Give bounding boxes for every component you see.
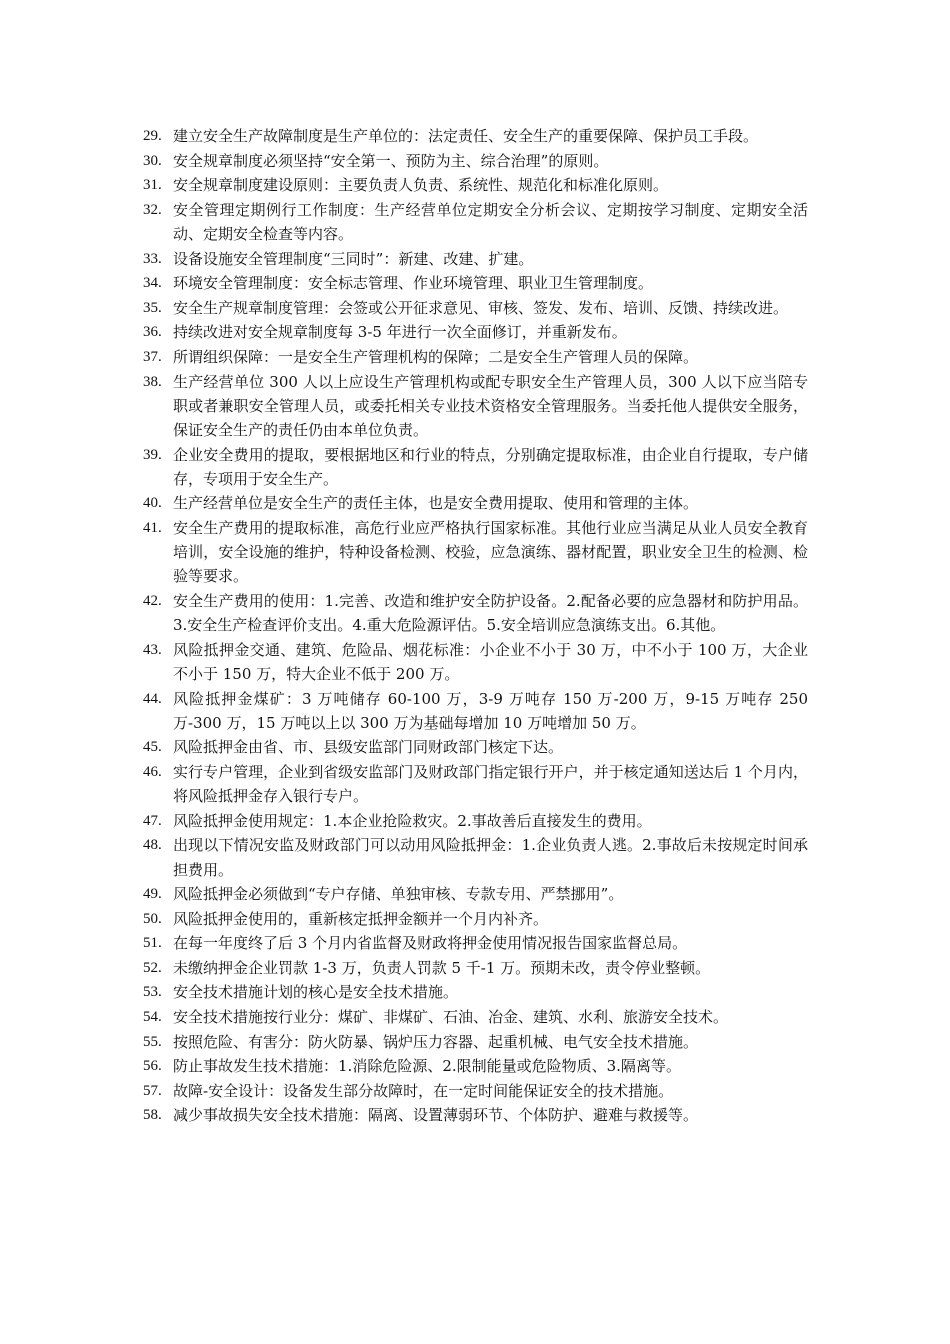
item-text: 风险抵押金使用的，重新核定抵押金额并一个月内补齐。	[173, 909, 549, 928]
item-text: 在每一年度终了后 3 个月内省监督及财政将押金使用情况报告国家监督总局。	[173, 934, 688, 953]
list-item	[143, 589, 808, 637]
item-number: 31.	[143, 177, 162, 194]
item-number: 34.	[143, 275, 162, 292]
item-text: 安全技术措施按行业分：煤矿、非煤矿、石油、冶金、建筑、水利、旅游安全技术。	[173, 1008, 729, 1027]
list-item	[143, 956, 808, 980]
item-text: 持续改进对安全规章制度每 3-5 年进行一次全面修订，并重新发布。	[173, 323, 627, 342]
list-item	[143, 296, 808, 320]
list-item	[143, 882, 808, 906]
item-text: 设备设施安全管理制度“三同时”：新建、改建、扩建。	[173, 249, 534, 268]
item-number: 47.	[143, 812, 162, 829]
list-item	[143, 370, 808, 443]
item-number: 45.	[143, 739, 162, 756]
item-text: 安全管理定期例行工作制度：生产经营单位定期安全分析会议、定期按学习制度、定期安全活动、定期安全检查等内容。	[173, 200, 808, 243]
item-number: 43.	[143, 641, 162, 658]
list-item	[143, 173, 808, 197]
list-item	[143, 735, 808, 759]
item-number: 49.	[143, 886, 162, 903]
item-number: 51.	[143, 935, 162, 952]
item-text: 企业安全费用的提取，要根据地区和行业的特点，分别确定提取标准，由企业自行提取，专户储存，专项用于安全生产。	[173, 445, 808, 488]
item-number: 40.	[143, 495, 162, 512]
item-number: 57.	[143, 1082, 162, 1099]
item-number: 29.	[143, 128, 162, 144]
item-text: 安全规章制度必须坚持“安全第一、预防为主、综合治理”的原则。	[173, 151, 609, 170]
item-number: 50.	[143, 910, 162, 927]
item-number: 48.	[143, 837, 162, 854]
item-number: 54.	[143, 1009, 162, 1026]
item-number: 46.	[143, 763, 162, 780]
item-number: 35.	[143, 299, 162, 316]
list-item	[143, 833, 808, 881]
list-item	[143, 198, 808, 246]
list-item	[143, 491, 808, 515]
item-text: 建立安全生产故障制度是生产单位的：法定责任、安全生产的重要保障、保护员工手段。	[173, 127, 759, 145]
list-item	[143, 1005, 808, 1029]
list-item	[143, 980, 808, 1004]
list-item	[143, 1079, 808, 1103]
item-text: 风险抵押金煤矿：3 万吨储存 60-100 万，3-9 万吨存 150 万-200 万，9-15 万吨存 250 万-300 万，15 万吨以上以 300 万为基础每增加 10 万吨增加 50 万。	[173, 689, 808, 732]
item-text: 生产经营单位 300 人以上应设生产管理机构或配专职安全生产管理人员，300 人以下应当陪专职或者兼职安全管理人员，或委托相关专业技术资格安全管理服务。当委托他人提供安全服务，保证安全生产的责任仍由本单位负责。	[173, 372, 808, 439]
item-number: 39.	[143, 446, 162, 463]
item-text: 安全技术措施计划的核心是安全技术措施。	[173, 983, 459, 1002]
list-item	[143, 443, 808, 491]
item-number: 42.	[143, 592, 162, 609]
item-text: 所谓组织保障：一是安全生产管理机构的保障；二是安全生产管理人员的保障。	[173, 347, 699, 366]
list-item	[143, 516, 808, 589]
item-text: 减少事故损失安全技术措施：隔离、设置薄弱环节、个体防护、避难与救援等。	[173, 1106, 699, 1125]
item-text: 实行专户管理，企业到省级安监部门及财政部门指定银行开户，并于核定通知送达后 1 个月内，将风险抵押金存入银行专户。	[173, 762, 808, 806]
item-text: 安全规章制度建设原则：主要负责人负责、系统性、规范化和标准化原则。	[173, 176, 669, 195]
item-number: 53.	[143, 984, 162, 1001]
list-item	[143, 1103, 808, 1127]
item-text: 安全生产规章制度管理：会签或公开征求意见、审核、签发、发布、培训、反馈、持续改进。	[173, 298, 789, 317]
item-number: 32.	[143, 201, 162, 218]
list-item	[143, 247, 808, 271]
item-number: 55.	[143, 1033, 162, 1050]
item-number: 30.	[143, 152, 162, 169]
item-text: 生产经营单位是安全生产的责任主体，也是安全费用提取、使用和管理的主体。	[173, 494, 699, 513]
list-item	[143, 149, 808, 173]
item-text: 风险抵押金必须做到“专户存储、单独审核、专款专用、严禁挪用”。	[173, 885, 624, 904]
item-text: 按照危险、有害分：防火防暴、锅炉压力容器、起重机械、电气安全技术措施。	[173, 1032, 699, 1051]
list-item	[143, 687, 808, 735]
list-item	[143, 931, 808, 955]
list-item	[143, 1030, 808, 1054]
item-text: 风险抵押金由省、市、县级安监部门同财政部门核定下达。	[173, 738, 564, 757]
list-item	[143, 809, 808, 833]
item-text: 风险抵押金交通、建筑、危险品、烟花标准：小企业不小于 30 万，中不小于 100 万，大企业不小于 150 万，特大企业不低于 200 万。	[173, 640, 808, 683]
list-item	[143, 1054, 808, 1078]
item-text: 出现以下情况安监及财政部门可以动用风险抵押金：1.企业负责人逃。2.事故后未按规定时间承担费用。	[173, 836, 808, 879]
list-item	[143, 271, 808, 295]
item-number: 37.	[143, 348, 162, 365]
item-text: 防止事故发生技术措施：1.消除危险源、2.限制能量或危险物质、3.隔离等。	[173, 1057, 681, 1076]
item-text: 未缴纳押金企业罚款 1-3 万，负责人罚款 5 千-1 万。预期未改，责令停业整顿。	[173, 958, 711, 977]
item-number: 41.	[143, 519, 162, 536]
list-item	[143, 638, 808, 686]
list-item	[143, 320, 808, 344]
numbered-list	[143, 124, 808, 1128]
list-item	[143, 760, 808, 808]
item-text: 故障-安全设计：设备发生部分故障时，在一定时间能保证安全的技术措施。	[173, 1081, 674, 1100]
item-number: 56.	[143, 1058, 162, 1075]
list-item	[143, 124, 808, 148]
item-number: 44.	[143, 690, 162, 707]
item-text: 安全生产费用的提取标准，高危行业应严格执行国家标准。其他行业应当满足从业人员安全教育培训，安全设施的维护，特种设备检测、校验，应急演练、器材配置，职业安全卫生的检测、检验等要求。	[173, 518, 808, 586]
item-number: 52.	[143, 959, 162, 976]
item-text: 环境安全管理制度：安全标志管理、作业环境管理、职业卫生管理制度。	[173, 274, 654, 293]
item-text: 安全生产费用的使用：1.完善、改造和维护安全防护设备。2.配备必要的应急器材和防护用品。3.安全生产检查评价支出。4.重大危险源评估。5.安全培训应急演练支出。6.其他。	[173, 591, 808, 635]
list-item	[143, 345, 808, 369]
item-number: 38.	[143, 373, 162, 390]
item-number: 33.	[143, 250, 162, 267]
item-number: 36.	[143, 324, 162, 341]
item-number: 58.	[143, 1107, 162, 1124]
item-text: 风险抵押金使用规定：1.本企业抢险救灾。2.事故善后直接发生的费用。	[173, 811, 652, 830]
list-item	[143, 907, 808, 931]
